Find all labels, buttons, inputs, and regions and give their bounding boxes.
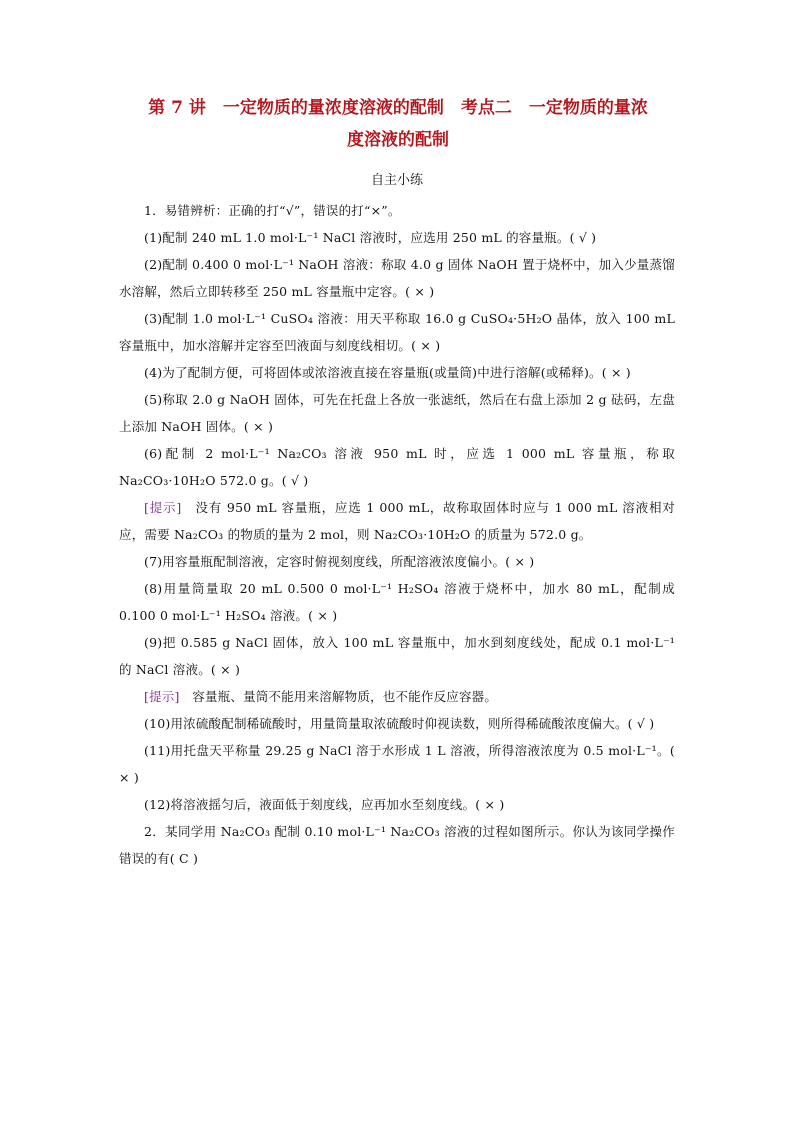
question-2: 2．某同学用 Na₂CO₃ 配制 0.10 mol·L⁻¹ Na₂CO₃ 溶液的过程如图所示。你认为该同学操作错误的有( C ) bbox=[119, 824, 675, 866]
item-3: (3)配制 1.0 mol·L⁻¹ CuSO₄ 溶液：用天平称取 16.0 g CuSO₄·5H₂O 晶体，放入 100 mL 容量瓶中，加水溶解并定容至凹液面与刻度线相切。( × ) bbox=[119, 311, 675, 353]
item-2: (2)配制 0.400 0 mol·L⁻¹ NaOH 溶液：称取 4.0 g 固体 NaOH 置于烧杯中，加入少量蒸馏水溶解，然后立即转移至 250 mL 容量瓶中定容。( × ) bbox=[119, 257, 675, 299]
item-7: (7)用容量瓶配制溶液，定容时俯视刻度线，所配溶液浓度偏小。( × ) bbox=[144, 554, 535, 569]
item-10: (10)用浓硫酸配制稀硫酸时，用量筒量取浓硫酸时仰视读数，则所得稀硫酸浓度偏大。( √ ) bbox=[144, 716, 655, 731]
item-11: (11)用托盘天平称量 29.25 g NaCl 溶于水形成 1 L 溶液，所得溶液浓度为 0.5 mol·L⁻¹。( × ) bbox=[119, 743, 675, 785]
page-title bbox=[118, 92, 678, 156]
item-8: (8)用量筒量取 20 mL 0.500 0 mol·L⁻¹ H₂SO₄ 溶液于烧杯中，加水 80 mL，配制成 0.100 0 mol·L⁻¹ H₂SO₄ 溶液。( × ) bbox=[119, 581, 675, 623]
section-subtitle: 自主小练 bbox=[370, 173, 423, 188]
hint-1 bbox=[119, 494, 675, 548]
document-body bbox=[119, 197, 675, 872]
item-12: (12)将溶液摇匀后，液面低于刻度线，应再加水至刻度线。( × ) bbox=[144, 797, 505, 812]
hint-2-label: [提示] bbox=[144, 689, 180, 704]
hint-2-text: 容量瓶、量筒不能用来溶解物质，也不能作反应容器。 bbox=[179, 689, 498, 704]
item-5: (5)称取 2.0 g NaOH 固体，可先在托盘上各放一张滤纸，然后在右盘上添加 2 g 砝码，左盘上添加 NaOH 固体。( × ) bbox=[119, 392, 675, 434]
item-6: (6)配制 2 mol·L⁻¹ Na₂CO₃ 溶液 950 mL 时，应选 1 000 mL 容量瓶，称取 Na₂CO₃·10H₂O 572.0 g。( √ ) bbox=[119, 446, 675, 488]
hint-1-text: 没有 950 mL 容量瓶，应选 1 000 mL，故称取固体时应与 1 000 mL 溶液相对应，需要 Na₂CO₃ 的物质的量为 2 mol，则 Na₂CO₃·10H₂O 的质量为 572.0 g。 bbox=[119, 500, 675, 542]
item-9: (9)把 0.585 g NaCl 固体，放入 100 mL 容量瓶中，加水到刻度线处，配成 0.1 mol·L⁻¹ 的 NaCl 溶液。( × ) bbox=[119, 635, 675, 677]
hint-1-label: [提示] bbox=[144, 500, 182, 515]
item-4: (4)为了配制方便，可将固体或浓溶液直接在容量瓶(或量筒)中进行溶解(或稀释)。( × ) bbox=[144, 365, 631, 380]
item-1: (1)配制 240 mL 1.0 mol·L⁻¹ NaCl 溶液时，应选用 250 mL 的容量瓶。( √ ) bbox=[144, 230, 597, 245]
question-1-intro: 1．易错辨析：正确的打“√”，错误的打“×”。 bbox=[144, 203, 401, 218]
hint-2 bbox=[119, 683, 675, 710]
title-line-1: 第 7 讲 一定物质的量浓度溶液的配制 考点二 一定物质的量浓 bbox=[148, 98, 648, 118]
title-line-2: 度溶液的配制 bbox=[347, 130, 449, 150]
